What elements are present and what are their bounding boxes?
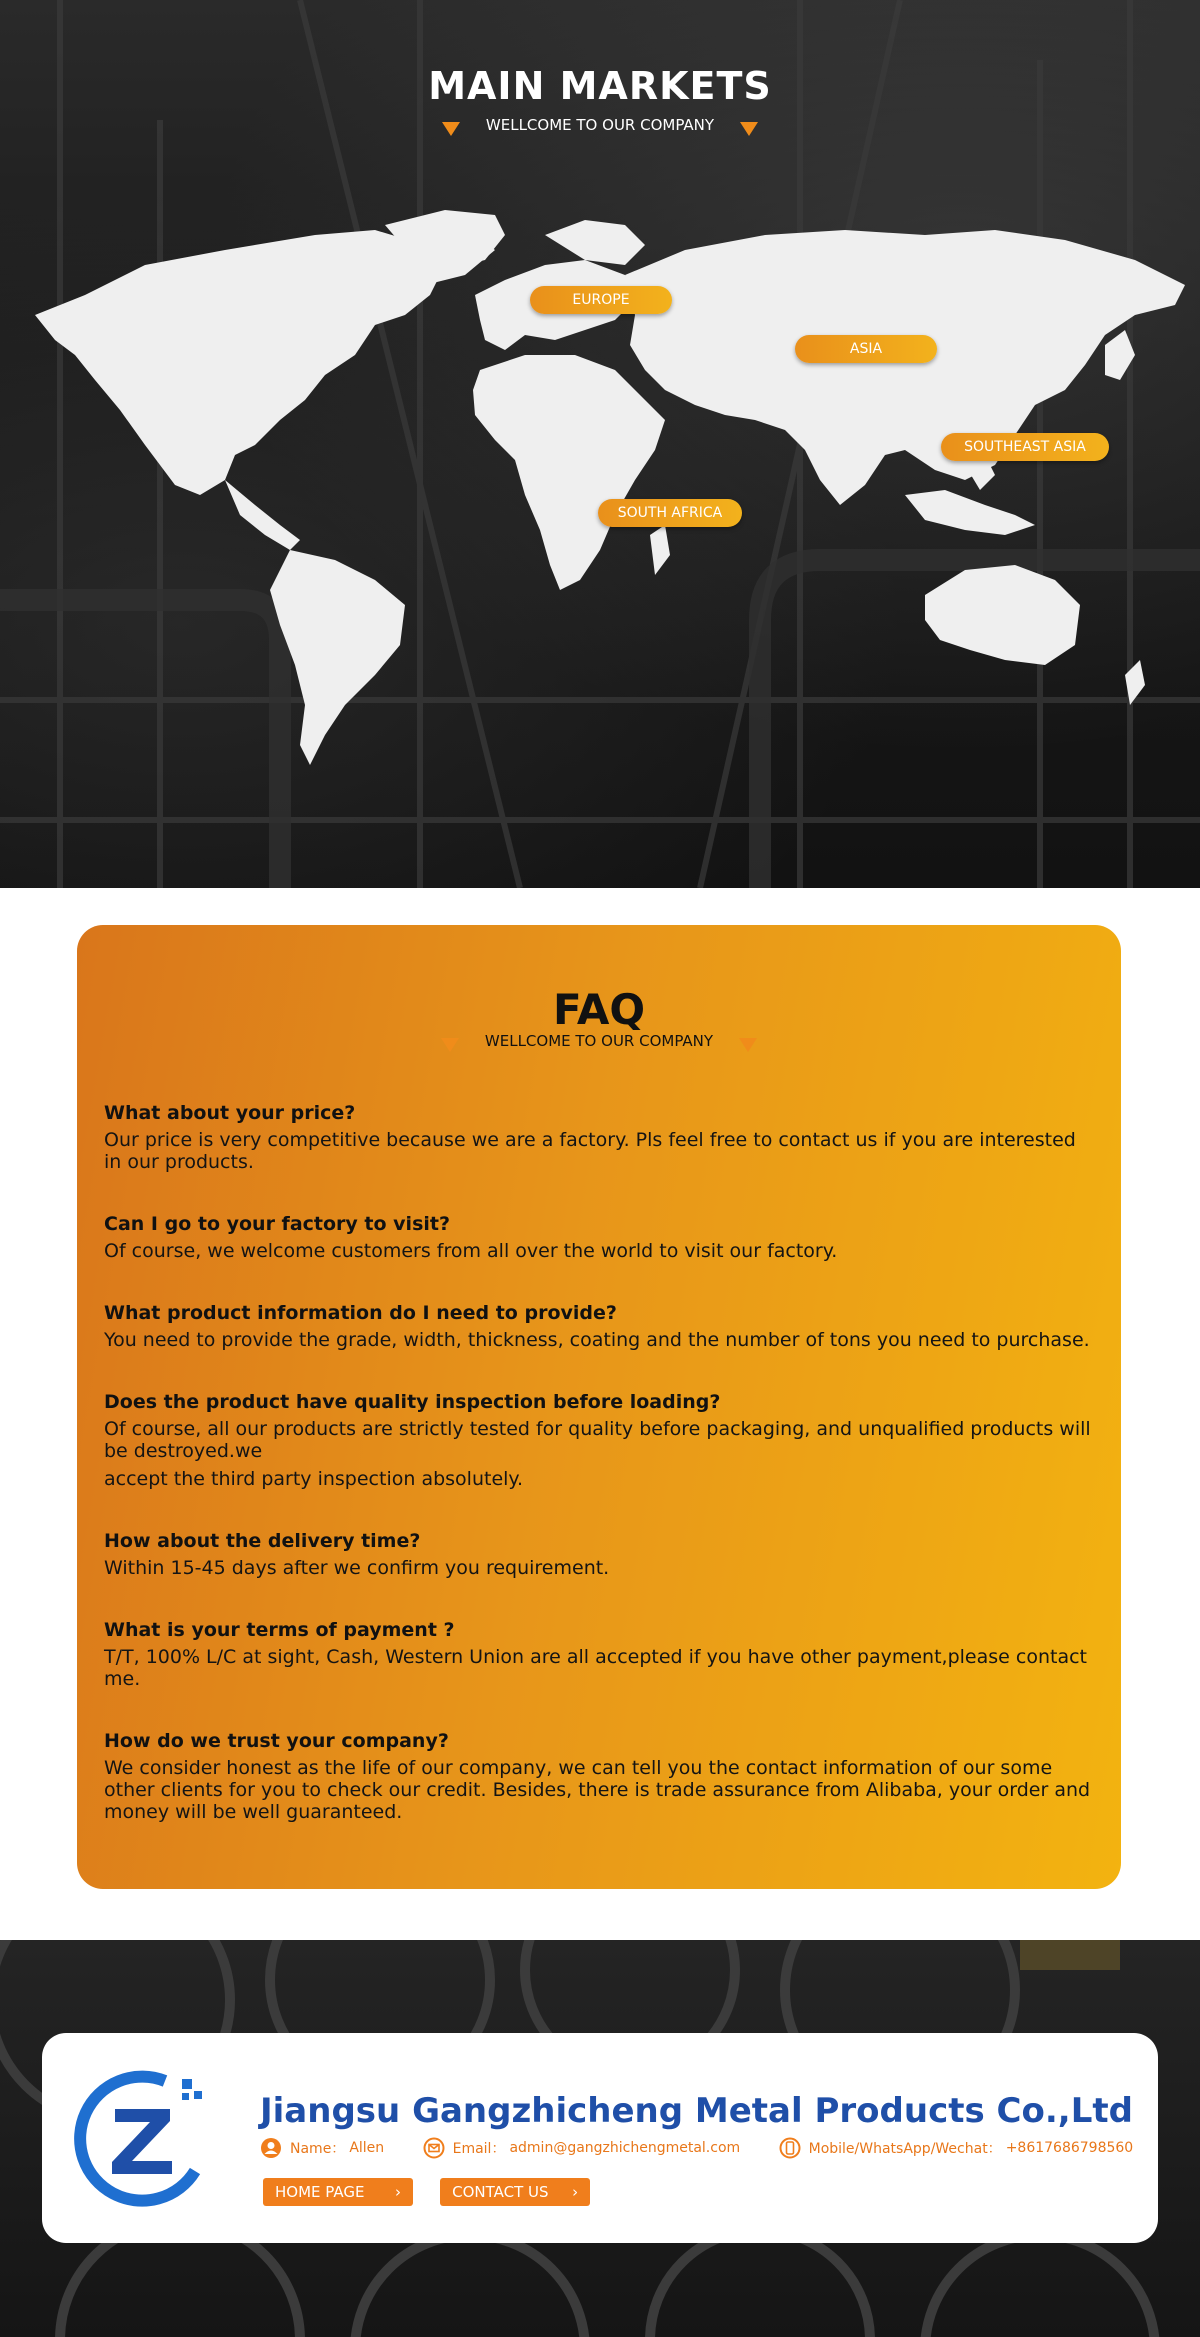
faq-item	[104, 1212, 1094, 1262]
chevron-right-icon: ›	[395, 2183, 401, 2201]
region-pill-asia: ASIA	[795, 335, 937, 363]
main-markets-section	[0, 0, 1200, 888]
faq-question: What is your terms of payment ?	[104, 1619, 455, 1641]
contact-card	[42, 2033, 1158, 2243]
footer-section	[0, 1940, 1200, 2337]
name-label: Name：	[290, 2141, 346, 2157]
region-pill-europe: EUROPE	[530, 286, 672, 314]
triangle-right-icon	[740, 122, 758, 136]
faq-item	[104, 1618, 1094, 1690]
markets-subtitle: WELLCOME TO OUR COMPANY	[485, 116, 715, 134]
faq-answer: Of course, all our products are strictly tested for quality before packaging, and unqualified products will be destroyed.we	[104, 1418, 1091, 1462]
faq-question: Can I go to your factory to visit?	[104, 1213, 450, 1235]
faq-question: What about your price?	[104, 1102, 356, 1124]
faq-answer: We consider honest as the life of our company, we can tell you the contact information of our some other clients for you to check our credit. Besides, there is trade assurance from Alibaba, your order and money will be well guaranteed.	[104, 1757, 1091, 1823]
faq-answer-continued: accept the third party inspection absolutely.	[104, 1468, 523, 1490]
user-icon	[260, 2137, 282, 2159]
region-pill-south-africa: SOUTH AFRICA	[598, 499, 742, 527]
faq-answer: Within 15-45 days after we confirm you requirement.	[104, 1557, 610, 1579]
faq-card	[77, 925, 1121, 1889]
faq-answer: You need to provide the grade, width, thickness, coating and the number of tons you need to purchase.	[104, 1329, 1090, 1351]
faq-subtitle: WELLCOME TO OUR COMPANY	[484, 1032, 714, 1050]
triangle-left-icon	[441, 1038, 459, 1052]
phone-value: +8617686798560	[1005, 2140, 1134, 2156]
contact-info-row	[260, 2137, 1167, 2163]
contact-email[interactable]	[423, 2137, 741, 2159]
email-value[interactable]: admin@gangzhichengmetal.com	[509, 2140, 741, 2156]
faq-answer: Our price is very competitive because we are a factory. Pls feel free to contact us if you are interested in our products.	[104, 1129, 1076, 1173]
phone-label: Mobile/WhatsApp/Wechat：	[808, 2141, 1002, 2157]
contact-us-button[interactable]	[440, 2178, 590, 2206]
region-pill-southeast-asia: SOUTHEAST ASIA	[941, 433, 1109, 461]
faq-question: How do we trust your company?	[104, 1730, 449, 1752]
contact-phone	[779, 2137, 1134, 2159]
email-icon	[423, 2137, 445, 2159]
faq-answer: T/T, 100% L/C at sight, Cash, Western Union are all accepted if you have other payment,please contact me.	[104, 1646, 1087, 1690]
faq-title: FAQ	[552, 985, 646, 1034]
markets-subtitle-row	[0, 116, 1200, 134]
contact-us-label: CONTACT US	[452, 2183, 549, 2201]
triangle-left-icon	[442, 122, 460, 136]
faq-list	[104, 1101, 1094, 1823]
company-logo	[70, 2061, 220, 2211]
company-name: Jiangsu Gangzhicheng Metal Products Co.,Ltd	[260, 2091, 1133, 2131]
name-value: Allen	[349, 2140, 385, 2156]
contact-name	[260, 2137, 384, 2159]
faq-subtitle-row	[77, 1032, 1121, 1050]
home-page-label: HOME PAGE	[275, 2183, 365, 2201]
footer-buttons	[263, 2178, 612, 2206]
faq-question: What product information do I need to provide?	[104, 1302, 617, 1324]
faq-answer: Of course, we welcome customers from all over the world to visit our factory.	[104, 1240, 838, 1262]
markets-title: MAIN MARKETS	[428, 64, 772, 108]
faq-question: How about the delivery time?	[104, 1530, 421, 1552]
home-page-button[interactable]	[263, 2178, 413, 2206]
email-label: Email：	[452, 2141, 506, 2157]
faq-item	[104, 1301, 1094, 1351]
faq-question: Does the product have quality inspection before loading?	[104, 1391, 721, 1413]
faq-item	[104, 1390, 1094, 1490]
phone-icon	[779, 2137, 801, 2159]
faq-item	[104, 1101, 1094, 1173]
triangle-right-icon	[739, 1038, 757, 1052]
faq-item	[104, 1729, 1094, 1823]
faq-item	[104, 1529, 1094, 1579]
chevron-right-icon: ›	[572, 2183, 579, 2201]
